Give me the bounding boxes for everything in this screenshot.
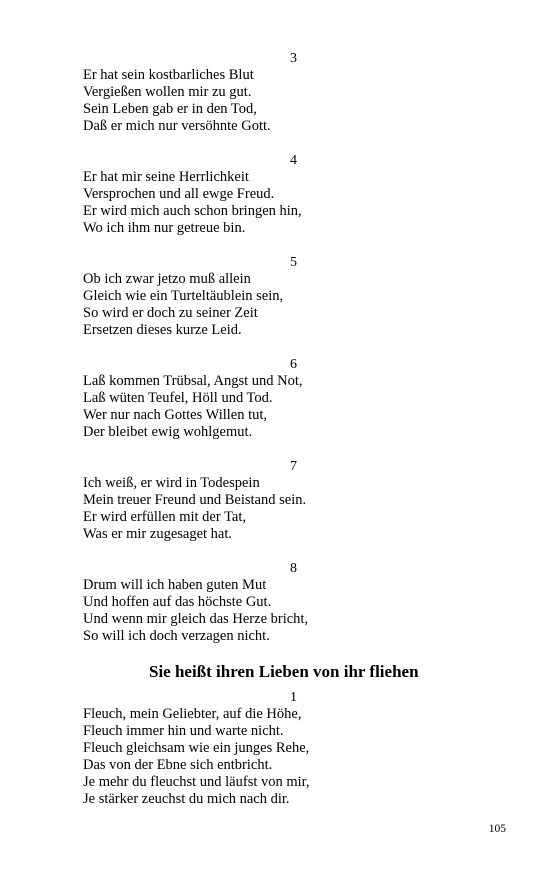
verse-line: Ob ich zwar jetzo muß allein xyxy=(83,271,251,287)
page-number: 105 xyxy=(488,823,506,835)
new-poem-stanza-1 xyxy=(83,689,503,808)
stanza-number: 3 xyxy=(290,51,297,66)
verse-line: Und wenn mir gleich das Herze bricht, xyxy=(83,611,309,627)
verse-line: Ich weiß, er wird in Todespein xyxy=(83,475,260,491)
verse-line: Das von der Ebne sich entbricht. xyxy=(83,757,273,773)
verse-line: So will ich doch verzagen nicht. xyxy=(83,628,270,644)
page-content xyxy=(83,50,503,825)
verse-line: Wo ich ihm nur getreue bin. xyxy=(83,220,246,236)
verse-line: Fleuch gleichsam wie ein junges Rehe, xyxy=(83,740,310,756)
verse-line: Versprochen und all ewge Freud. xyxy=(83,186,275,202)
stanza-8 xyxy=(83,560,503,645)
stanza-number: 8 xyxy=(290,561,297,576)
verse-line: Laß kommen Trübsal, Angst und Not, xyxy=(83,373,303,389)
verse-line: Der bleibet ewig wohlgemut. xyxy=(83,424,253,440)
verse-line: Was er mir zugesaget hat. xyxy=(83,526,233,542)
stanza-7 xyxy=(83,458,503,543)
verse-line: Und hoffen auf das höchste Gut. xyxy=(83,594,272,610)
stanza-number: 5 xyxy=(290,255,297,270)
verse-line: Daß er mich nur versöhnte Gott. xyxy=(83,118,271,134)
stanza-number: 7 xyxy=(290,459,297,474)
verse-line: Ersetzen dieses kurze Leid. xyxy=(83,322,242,338)
stanza-4 xyxy=(83,152,503,237)
stanza-6 xyxy=(83,356,503,441)
verse-line: Er hat sein kostbarliches Blut xyxy=(83,67,254,83)
verse-line: Er wird erfüllen mit der Tat, xyxy=(83,509,246,525)
verse-line: Vergießen wollen mir zu gut. xyxy=(83,84,252,100)
verse-line: Sein Leben gab er in den Tod, xyxy=(83,101,257,117)
verse-line: Drum will ich haben guten Mut xyxy=(83,577,267,593)
verse-line: Er hat mir seine Herrlichkeit xyxy=(83,169,249,185)
verse-line: Mein treuer Freund und Beistand sein. xyxy=(83,492,307,508)
verse-line: So wird er doch zu seiner Zeit xyxy=(83,305,258,321)
poem-title: Sie heißt ihren Lieben von ihr fliehen xyxy=(149,662,419,681)
stanza-3 xyxy=(83,50,503,135)
stanza-5 xyxy=(83,254,503,339)
verse-line: Er wird mich auch schon bringen hin, xyxy=(83,203,302,219)
verse-line: Fleuch, mein Geliebter, auf die Höhe, xyxy=(83,706,302,722)
verse-line: Gleich wie ein Turteltäublein sein, xyxy=(83,288,284,304)
verse-line: Fleuch immer hin und warte nicht. xyxy=(83,723,284,739)
stanza-number: 4 xyxy=(290,153,297,168)
verse-line: Laß wüten Teufel, Höll und Tod. xyxy=(83,390,273,406)
verse-line: Je mehr du fleuchst und läufst von mir, xyxy=(83,774,310,790)
verse-line: Wer nur nach Gottes Willen tut, xyxy=(83,407,268,423)
verse-line: Je stärker zeuchst du mich nach dir. xyxy=(83,791,290,807)
stanza-number: 6 xyxy=(290,357,297,372)
stanza-number: 1 xyxy=(290,690,297,705)
